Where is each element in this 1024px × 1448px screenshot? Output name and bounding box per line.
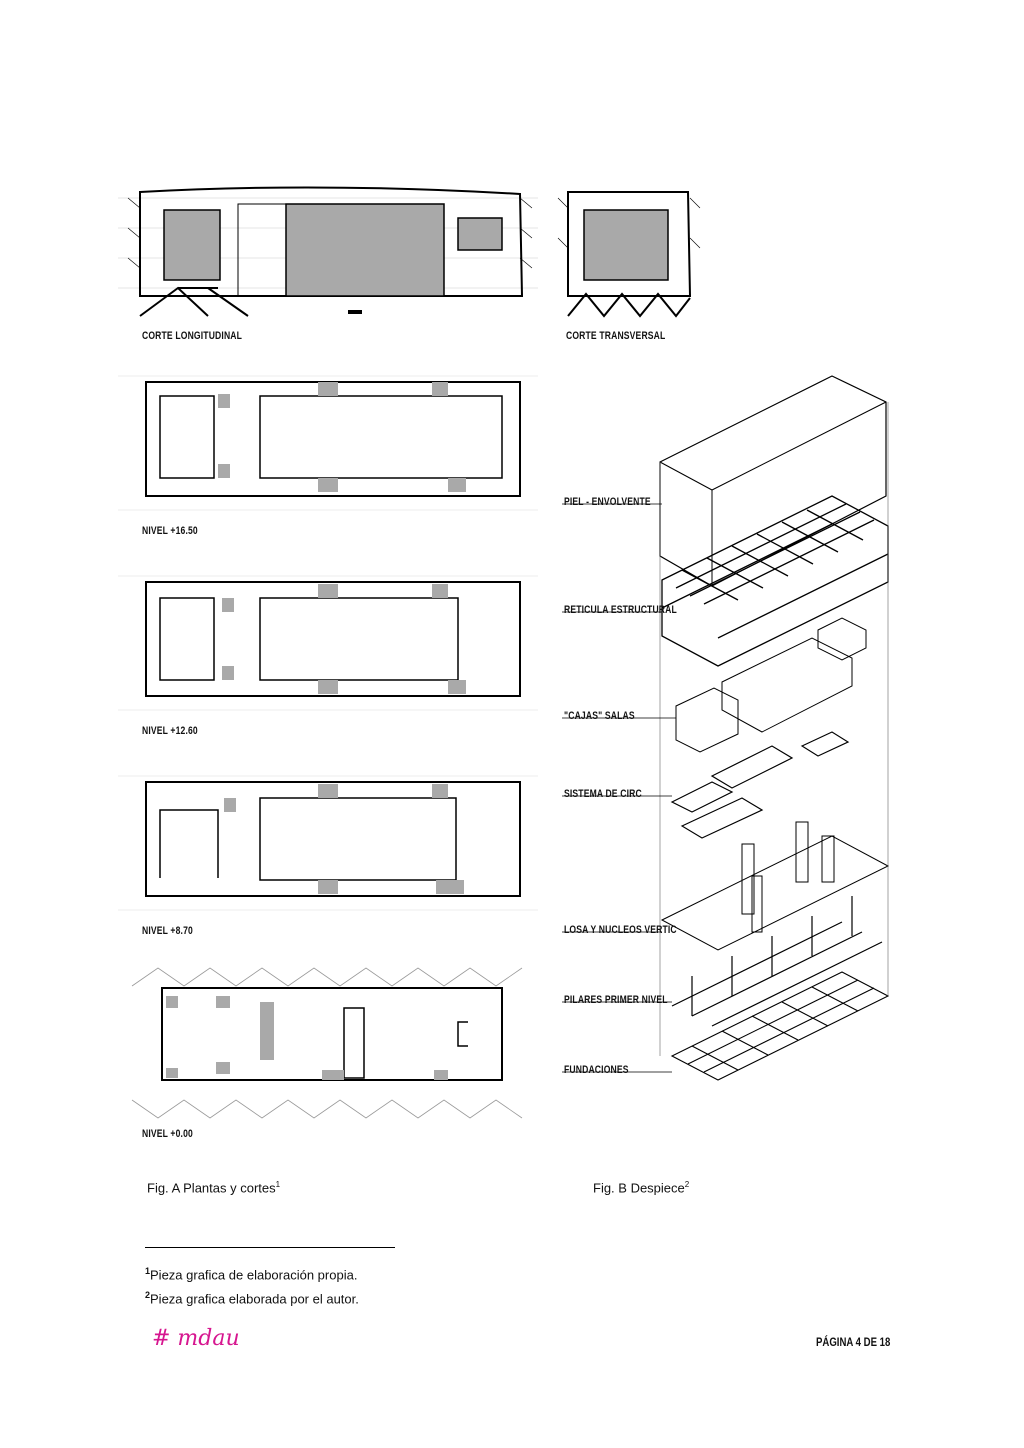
fig-a-caption-ref: 1: [275, 1180, 281, 1189]
fig-b-caption: [593, 1180, 689, 1195]
exploded-axonometric-drawing: [652, 366, 902, 1106]
layer-label-pilares: PILARES PRIMER NIVEL: [564, 994, 668, 1006]
section-label-transversal: CORTE TRANSVERSAL: [566, 330, 666, 342]
layer-label-losa: LOSA Y NUCLEOS VERTIC: [564, 924, 677, 936]
layer-label-cajas: "CAJAS" SALAS: [564, 710, 635, 722]
section-label-longitudinal: CORTE LONGITUDINAL: [142, 330, 243, 342]
plan-label-8-70: NIVEL +8.70: [142, 925, 193, 937]
brand-logo: # mdau: [152, 1326, 240, 1351]
plan-nivel-8-70-drawing: [118, 768, 538, 918]
footnote-1-text: Pieza grafica de elaboración propia.: [150, 1267, 358, 1283]
plan-nivel-0-00-drawing: [118, 962, 538, 1122]
plan-nivel-12-60-drawing: [118, 568, 538, 718]
footnote-2-num: 2: [145, 1290, 151, 1300]
section-transversal-drawing: [558, 168, 718, 328]
layer-label-circ: SISTEMA DE CIRC: [564, 788, 642, 800]
footnote-1: [145, 1266, 357, 1282]
layer-label-reticula: RETICULA ESTRUCTURAL: [564, 604, 677, 616]
footnote-divider: [145, 1247, 395, 1248]
footnote-1-num: 1: [145, 1266, 151, 1276]
footnote-2-text: Pieza grafica elaborada por el autor.: [150, 1291, 359, 1307]
fig-b-caption-text: Fig. B Despiece: [593, 1180, 685, 1196]
plan-label-0-00: NIVEL +0.00: [142, 1128, 193, 1140]
plan-nivel-16-50-drawing: [118, 368, 538, 518]
fig-a-caption-text: Fig. A Plantas y cortes: [147, 1180, 276, 1196]
page-number: PÁGINA 4 DE 18: [816, 1335, 891, 1349]
layer-label-fundaciones: FUNDACIONES: [564, 1064, 629, 1076]
plan-label-16-50: NIVEL +16.50: [142, 525, 198, 537]
plan-label-12-60: NIVEL +12.60: [142, 725, 198, 737]
fig-a-caption: [147, 1180, 280, 1195]
footnote-2: [145, 1290, 359, 1306]
layer-label-piel: PIEL - ENVOLVENTE: [564, 496, 651, 508]
fig-b-caption-ref: 2: [684, 1180, 690, 1189]
